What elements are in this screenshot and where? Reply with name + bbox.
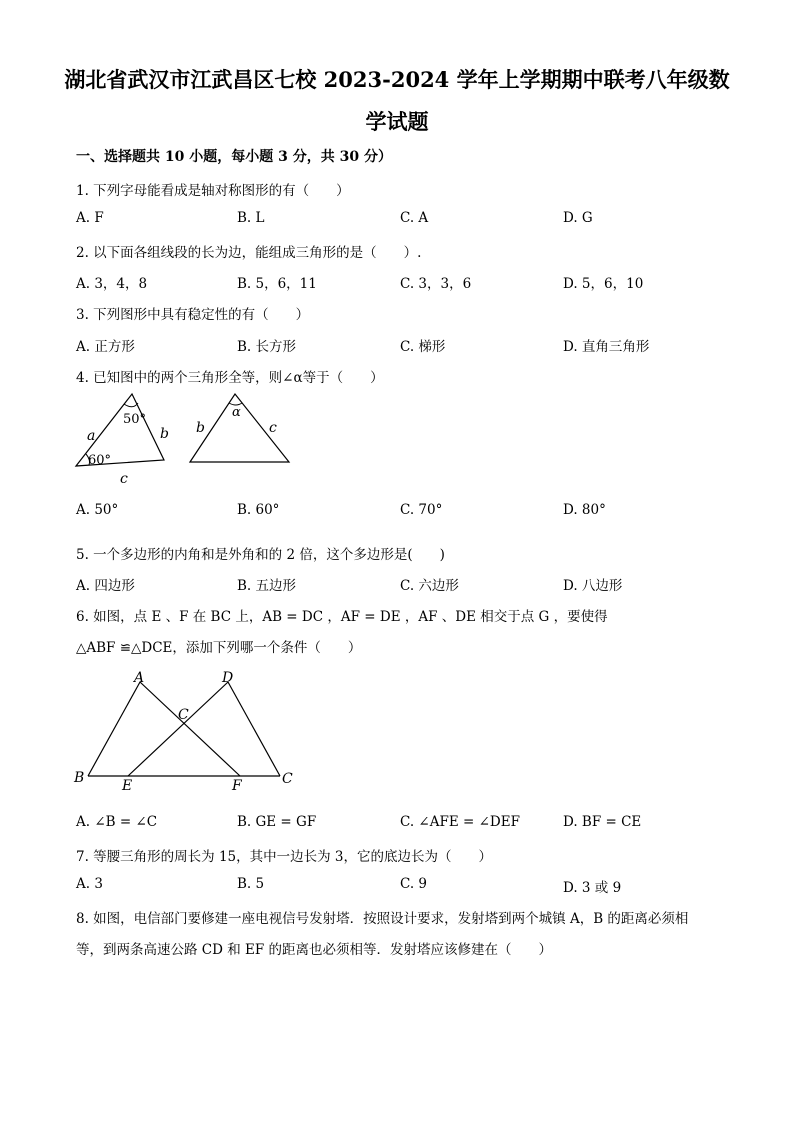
triangle-2-angle-alpha: α — [232, 405, 241, 420]
triangle-1-angle-arc-top — [124, 403, 138, 407]
triangle-1-angle-top: 50° — [123, 412, 147, 427]
triangle-2-side-c: c — [269, 420, 277, 436]
triangle-1-side-a: a — [87, 428, 96, 444]
point-label-e: E — [122, 778, 133, 794]
question-2-option-c: C. 3，3，6 — [400, 276, 472, 292]
question-4-stem: 4. 已知图中的两个三角形全等，则∠α等于（ ） — [76, 370, 384, 386]
question-8-stem: 8. 如图，电信部门要修建一座电视信号发射塔．按照设计要求，发射塔到两个城镇 A，B 的距离必须相 — [76, 911, 689, 927]
question-3-stem: 3. 下列图形中具有稳定性的有（ ） — [76, 307, 310, 323]
question-6-option-c: C. ∠AFE = ∠DEF — [400, 814, 520, 830]
question-1-stem: 1. 下列字母能看成是轴对称图形的有（ ） — [76, 183, 350, 199]
triangle-2-side-b: b — [196, 420, 205, 436]
question-7-option-a: A. 3 — [76, 876, 103, 892]
question-2-stem: 2. 以下面各组线段的长为边，能组成三角形的是（ ）. — [76, 245, 422, 261]
question-7-option-d: D. 3 或 9 — [563, 880, 622, 896]
question-4-option-d: D. 80° — [563, 502, 606, 518]
segment-ab — [88, 682, 140, 776]
question-5-option-c: C. 六边形 — [400, 578, 459, 594]
question-1-option-c: C. A — [400, 210, 429, 226]
section-heading: 一、选择题共 10 小题，每小题 3 分，共 30 分） — [76, 149, 392, 165]
point-label-d: D — [222, 670, 234, 686]
question-4-figure — [70, 388, 300, 493]
question-8-stem-line-2: 等，到两条高速公路 CD 和 EF 的距离也必须相等．发射塔应该修建在（ ） — [76, 942, 553, 958]
question-2-option-b: B. 5，6，11 — [237, 276, 317, 292]
question-2-option-a: A. 3，4，8 — [76, 276, 148, 292]
point-label-b: B — [74, 770, 85, 786]
point-label-a: A — [134, 670, 145, 686]
question-6-stem-line-2: △ABF ≌△DCE，添加下列哪一个条件（ ） — [76, 640, 362, 656]
question-5-stem: 5. 一个多边形的内角和是外角和的 2 倍，这个多边形是( ) — [76, 547, 445, 563]
question-5-option-b: B. 五边形 — [237, 578, 297, 594]
triangle-1-side-b: b — [160, 426, 169, 442]
question-5-option-a: A. 四边形 — [76, 578, 135, 594]
question-4-option-c: C. 70° — [400, 502, 443, 518]
triangle-1-side-c: c — [120, 471, 128, 487]
segment-de — [128, 682, 228, 776]
segment-af — [140, 682, 240, 776]
question-3-option-d: D. 直角三角形 — [563, 339, 650, 355]
question-6-stem: 6. 如图，点 E 、F 在 BC 上，AB = DC ，AF = DE ，AF 、DE 相交于点 G ，要使得 — [76, 609, 608, 625]
question-6-option-d: D. BF = CE — [563, 814, 642, 830]
question-7-option-c: C. 9 — [400, 876, 428, 892]
question-7-stem: 7. 等腰三角形的周长为 15，其中一边长为 3，它的底边长为（ ） — [76, 849, 493, 865]
question-7-option-b: B. 5 — [237, 876, 265, 892]
point-label-f: F — [232, 778, 242, 794]
question-4-option-a: A. 50° — [76, 502, 119, 518]
exam-title-line-1: 湖北省武汉市江武昌区七校 2023-2024 学年上学期期中联考八年级数 — [64, 67, 730, 92]
exam-title-line-2: 学试题 — [365, 109, 429, 134]
question-1-option-d: D. G — [563, 210, 593, 226]
question-3-option-c: C. 梯形 — [400, 339, 446, 355]
point-label-c: C — [282, 771, 293, 787]
question-6-option-b: B. GE = GF — [237, 814, 317, 830]
question-3-option-b: B. 长方形 — [237, 339, 297, 355]
question-1-option-a: A. F — [76, 210, 104, 226]
question-6-figure — [70, 668, 310, 798]
question-6-option-a: A. ∠B = ∠C — [76, 814, 158, 830]
point-label-g: C — [178, 707, 189, 723]
question-2-option-d: D. 5，6，10 — [563, 276, 644, 292]
question-3-option-a: A. 正方形 — [76, 339, 135, 355]
question-1-option-b: B. L — [237, 210, 265, 226]
triangle-1-angle-left: 60° — [88, 453, 112, 468]
question-5-option-d: D. 八边形 — [563, 578, 623, 594]
question-4-option-b: B. 60° — [237, 502, 280, 518]
segment-dc — [228, 682, 280, 776]
